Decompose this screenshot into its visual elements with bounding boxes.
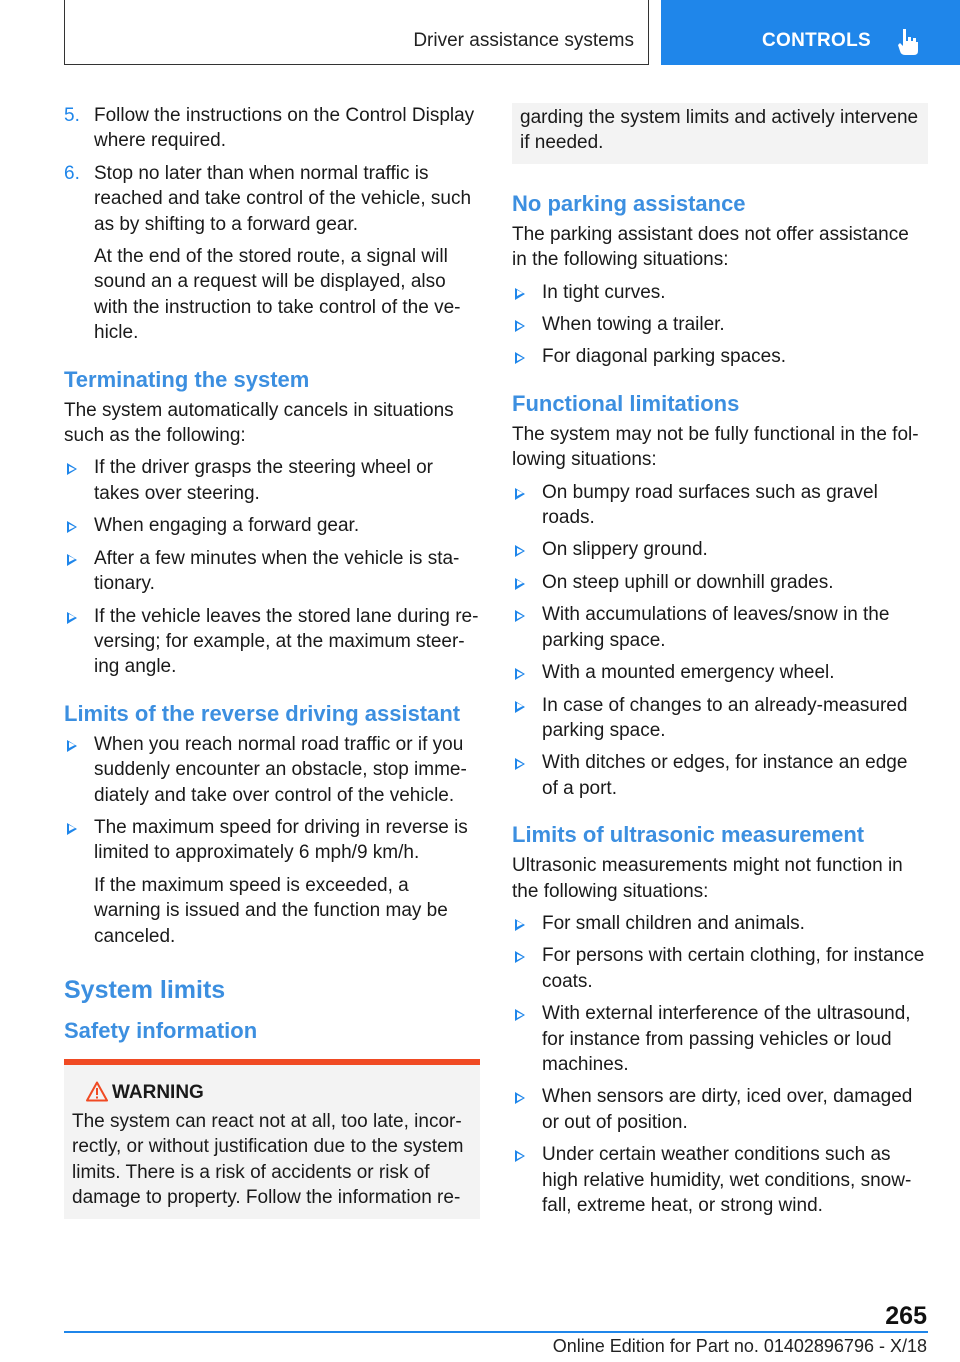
list-item-text: With a mounted emergency wheel. [542, 662, 835, 684]
warning-label: WARNING [112, 1081, 204, 1103]
list-item-text: The maximum speed for driving in reverse is limited to approximately 6 mph/9 km/h. [94, 816, 468, 864]
left-column [64, 103, 480, 1219]
bullet-triangle-icon [515, 1150, 525, 1162]
list-item [512, 911, 928, 936]
step-text: Follow the instructions on the Control Display where required. [94, 105, 475, 152]
list-item [64, 815, 480, 866]
bullet-triangle-icon [515, 545, 525, 557]
bullet-triangle-icon [515, 1009, 525, 1021]
bullet-triangle-icon [67, 740, 77, 752]
step-item-5 [64, 103, 480, 154]
page-number: 265 [885, 1302, 927, 1330]
terminating-intro: The system automatically cancels in situations such as the following: [64, 399, 454, 447]
bullet-triangle-icon [515, 288, 525, 300]
right-column [512, 103, 928, 1225]
list-item-text: Under certain weather conditions such as high relative humidity, wet conditions, snow‐fall, extreme heat, or strong wind. [542, 1144, 912, 1216]
list-item-text: In case of changes to an already-measured parking space. [542, 694, 908, 741]
list-item-text: With accumulations of leaves/snow in the parking space. [542, 604, 890, 651]
header-section-title: Driver assistance systems [413, 30, 634, 51]
header-section-box [64, 0, 649, 65]
list-item-text: For small children and animals. [542, 912, 805, 934]
warning-triangle-icon [86, 1081, 108, 1102]
footer-edition: Online Edition for Part no. 01402896796 - X/18 [552, 1336, 927, 1356]
list-item [64, 513, 480, 538]
limits-reverse-note: If the maximum speed is exceeded, a warning is issued and the function may be canceled. [94, 874, 448, 947]
ultrasonic-intro: Ultrasonic measurements might not function in the following situations: [512, 855, 903, 902]
list-item-text: On slippery ground. [542, 539, 708, 561]
bullet-triangle-icon [515, 488, 525, 500]
list-item [64, 732, 480, 808]
list-item [512, 1084, 928, 1135]
list-item [512, 537, 928, 562]
pointing-hand-icon [895, 27, 921, 57]
list-item [64, 546, 480, 597]
bullet-triangle-icon [515, 352, 525, 364]
heading-functional-limitations: Functional limitations [512, 390, 740, 416]
list-item-text: With ditches or edges, for instance an edge of a port. [542, 752, 908, 799]
bullet-triangle-icon [515, 701, 525, 713]
bullet-triangle-icon [515, 1092, 525, 1104]
list-item [512, 602, 928, 653]
list-item [512, 693, 928, 744]
step-number: 6. [64, 162, 80, 184]
bullet-triangle-icon [67, 823, 77, 835]
list-item-text: When you reach normal road traffic or if you suddenly encounter an obstacle, stop imme‐diately and take over control of the vehicle. [94, 733, 467, 806]
list-item-text: If the vehicle leaves the stored lane during re‐versing; for example, at the maximum steer‐ing angle. [94, 605, 479, 678]
heading-no-parking-assistance: No parking assistance [512, 190, 746, 216]
list-item [512, 750, 928, 801]
list-item-text: When sensors are dirty, iced over, damaged or out of position. [542, 1086, 913, 1133]
list-item-text: For persons with certain clothing, for instance coats. [542, 945, 925, 992]
heading-limits-ultrasonic: Limits of ultrasonic measurement [512, 822, 865, 848]
warning-continuation: garding the system limits and actively intervene if needed. [512, 103, 928, 164]
bullet-triangle-icon [515, 951, 525, 963]
warning-text: The system can react not at all, too late, incor‐rectly, or without justification due to the system limits. There is a risk of accidents or risk of damage to property. Follow the information re‐ [72, 1110, 464, 1209]
header-chapter-title: CONTROLS [762, 30, 872, 51]
step-number: 5. [64, 105, 80, 126]
list-item [512, 943, 928, 994]
list-item-text: On bumpy road surfaces such as gravel roads. [542, 481, 878, 529]
bullet-triangle-icon [515, 919, 525, 931]
list-item-text: For diagonal parking spaces. [542, 346, 786, 368]
bullet-triangle-icon [515, 758, 525, 770]
list-item-text: With external interference of the ultrasound, for instance from passing vehicles or loud machines. [542, 1003, 911, 1075]
list-item [512, 660, 928, 685]
list-item-text: If the driver grasps the steering wheel or takes over steering. [94, 457, 434, 504]
list-item-text: On steep uphill or downhill grades. [542, 571, 834, 593]
list-item [512, 280, 928, 305]
footer-divider [64, 1331, 928, 1333]
bullet-triangle-icon [515, 578, 525, 590]
heading-limits-reverse: Limits of the reverse driving assistant [64, 700, 461, 726]
warning-header [72, 1079, 472, 1107]
bullet-triangle-icon [515, 320, 525, 332]
bullet-triangle-icon [67, 521, 77, 533]
list-item [512, 344, 928, 369]
list-item [512, 1001, 928, 1077]
step-note: At the end of the stored route, a signal will sound an a request will be displayed, also with the instruction to take control of the ve‐hicle. [94, 246, 461, 344]
list-item-text: After a few minutes when the vehicle is sta‐tionary. [94, 547, 460, 595]
no-parking-intro: The parking assistant does not offer assistance in the following situations: [512, 223, 909, 271]
list-item [512, 570, 928, 595]
functional-intro: The system may not be fully functional in the fol‐lowing situations: [512, 423, 919, 471]
list-item [512, 1142, 928, 1218]
list-item [512, 312, 928, 337]
bullet-triangle-icon [67, 612, 77, 624]
list-item [64, 455, 480, 506]
step-item-6 [64, 161, 480, 237]
heading-terminating: Terminating the system [64, 366, 310, 392]
bullet-triangle-icon [515, 668, 525, 680]
bullet-triangle-icon [515, 610, 525, 622]
bullet-triangle-icon [67, 463, 77, 475]
list-item-text: When towing a trailer. [542, 314, 725, 336]
header-chapter-tab[interactable] [661, 0, 960, 65]
list-item [64, 604, 480, 680]
warning-box [64, 1059, 480, 1219]
bullet-triangle-icon [67, 554, 77, 566]
step-text: Stop no later than when normal traffic is reached and take control of the vehicle, such as by shifting to a forward gear. [94, 162, 472, 235]
heading-system-limits: System limits [64, 975, 226, 1004]
heading-safety-information: Safety information [64, 1017, 258, 1043]
list-item-text: When engaging a forward gear. [94, 515, 360, 537]
list-item-text: In tight curves. [542, 281, 666, 303]
list-item [512, 480, 928, 531]
